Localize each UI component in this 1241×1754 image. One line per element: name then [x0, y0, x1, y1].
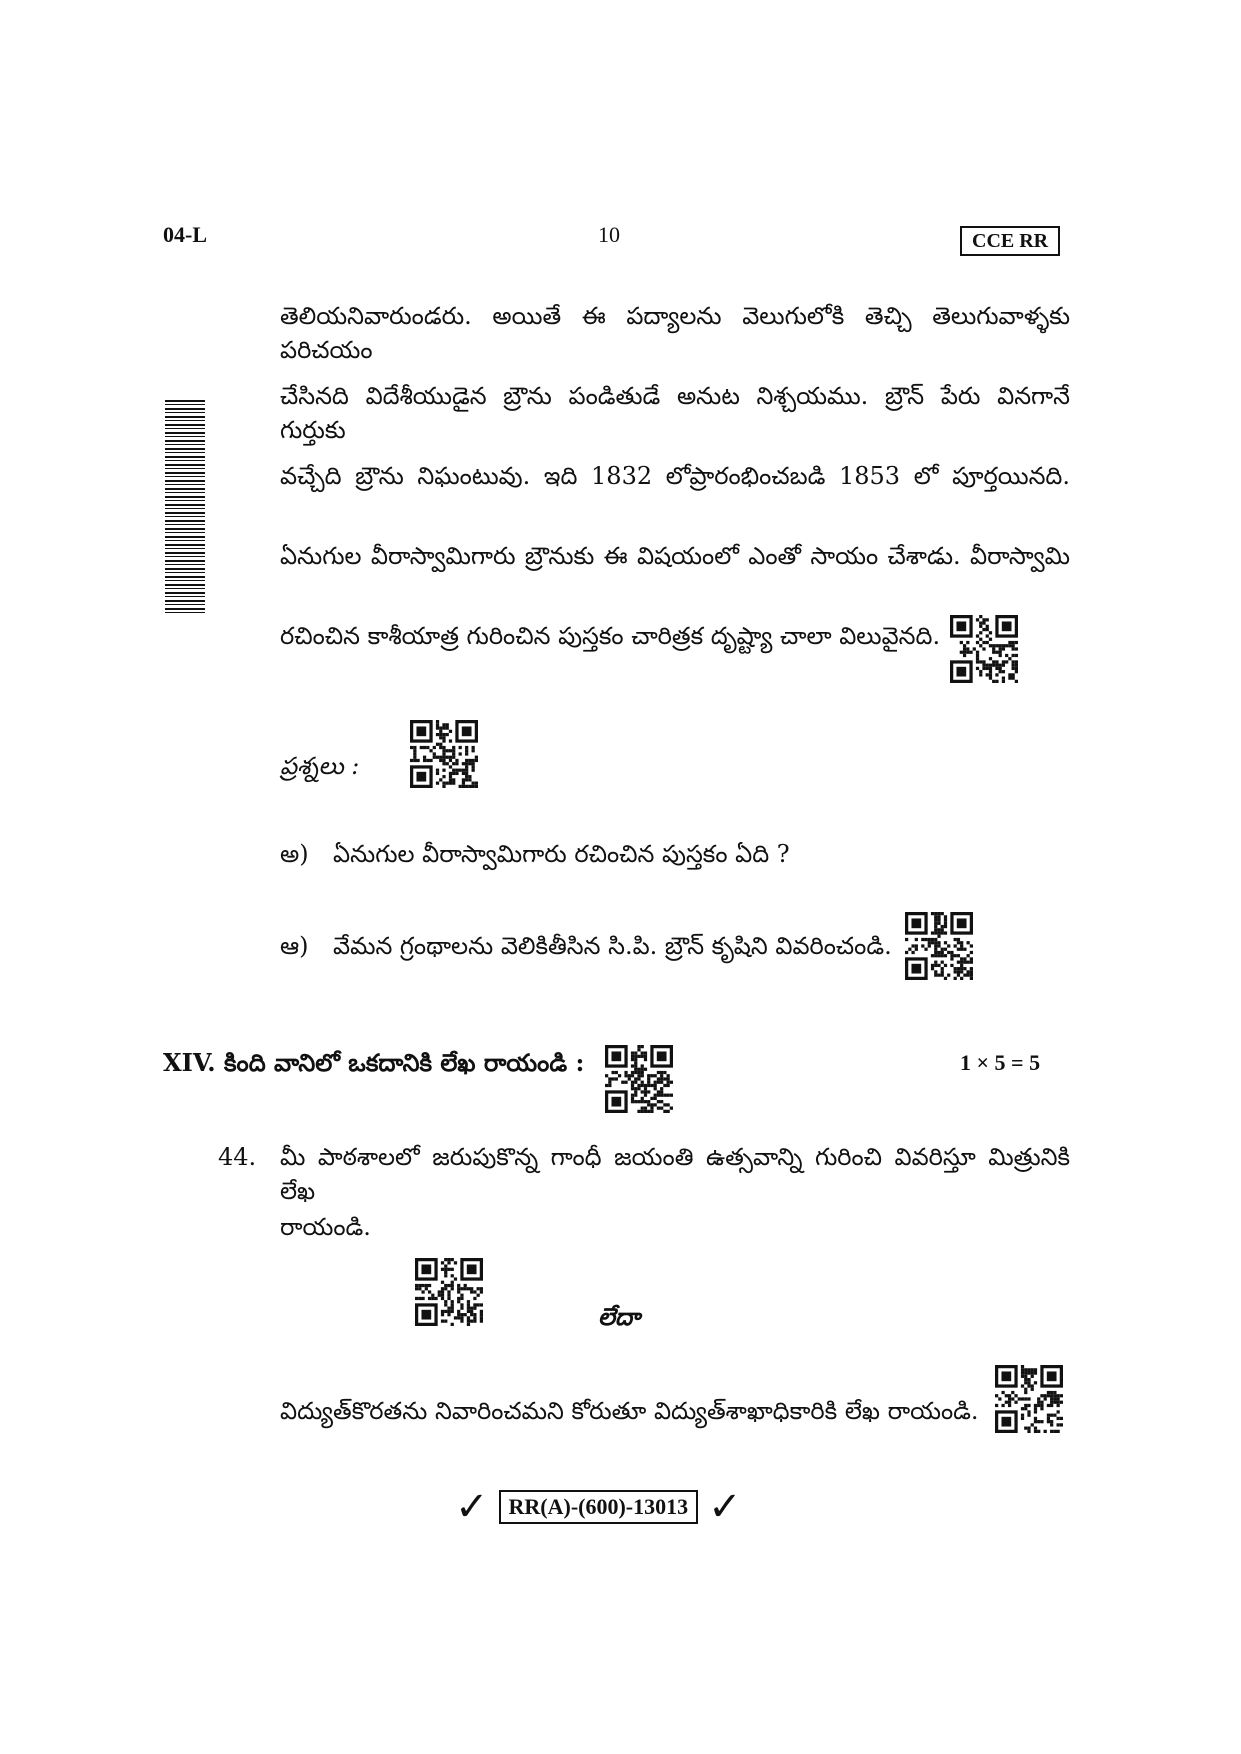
- question-44-line-1: మీ పాఠశాలలో జరుపుకొన్న గాంధీ జయంతి ఉత్సవాన్ని గురించి వివరిస్తూ మిత్రునికి లేఖ: [280, 1143, 1070, 1205]
- section-marks: 1 × 5 = 5: [960, 1050, 1041, 1075]
- qr-code-icon: [605, 1045, 673, 1113]
- footer: [455, 1484, 742, 1530]
- question-text-a: ఏనుగుల వీరాస్వామిగారు రచించిన పుస్తకం ఏది ?: [333, 840, 790, 868]
- qr-code-icon: [415, 1258, 483, 1326]
- barcode-icon: [165, 400, 205, 615]
- section-title: కింది వానిలో ఒకదానికి లేఖ రాయండి :: [224, 1048, 585, 1077]
- passage-line-1: తెలియనివారుండరు. అయితే ఈ పద్యాలను వెలుగులోకి తెచ్చి తెలుగువాళ్ళకు పరిచయం: [280, 302, 1070, 364]
- check-mark-icon: ✓: [455, 1484, 489, 1530]
- section-heading: [163, 1048, 584, 1083]
- question-number-44: 44.: [218, 1143, 257, 1171]
- passage-line-3: వచ్చేది బ్రౌను నిఘంటువు. ఇది 1832 లోప్రారంభించబడి 1853 లో పూర్తయినది.: [280, 462, 1070, 490]
- question-text-b: వేమన గ్రంథాలను వెలికితీసిన సి.పి. బ్రౌన్ కృషిని వివరించండి.: [333, 932, 892, 960]
- section-number: XIV.: [163, 1048, 216, 1077]
- series-badge: CCE RR: [960, 226, 1060, 256]
- passage-line-2: చేసినది విదేశీయుడైన బ్రౌను పండితుడే అనుట నిశ్చయము. బ్రౌన్ పేరు వినగానే గుర్తుకు: [280, 382, 1070, 444]
- footer-code: RR(A)-(600)-13013: [499, 1490, 699, 1524]
- qr-code-icon: [995, 1365, 1063, 1433]
- paper-code: 04-L: [163, 222, 207, 247]
- question-44-line-2: రాయండి.: [280, 1213, 371, 1241]
- page-number: 10: [598, 222, 620, 247]
- question-label-b: ఆ): [280, 932, 309, 960]
- qr-code-icon: [950, 615, 1018, 683]
- question-label-a: అ): [280, 840, 309, 868]
- qr-code-icon: [905, 912, 973, 980]
- question-44-alternative: విద్యుత్‌కొరతను నివారించమని కోరుతూ విద్యుత్‌శాఖాధికారికి లేఖ రాయండి.: [280, 1397, 979, 1425]
- questions-heading: ప్రశ్నలు :: [280, 752, 360, 780]
- passage-line-5: రచించిన కాశీయాత్ర గురించిన పుస్తకం చారిత్రక దృష్ట్యా చాలా విలువైనది.: [280, 622, 941, 650]
- check-mark-icon: ✓: [708, 1484, 742, 1530]
- qr-code-icon: [410, 720, 478, 788]
- passage-line-4: ఏనుగుల వీరాస్వామిగారు బ్రౌనుకు ఈ విషయంలో ఎంతో సాయం చేశాడు. వీరాస్వామి: [280, 542, 1070, 570]
- or-label: లేదా: [598, 1302, 640, 1331]
